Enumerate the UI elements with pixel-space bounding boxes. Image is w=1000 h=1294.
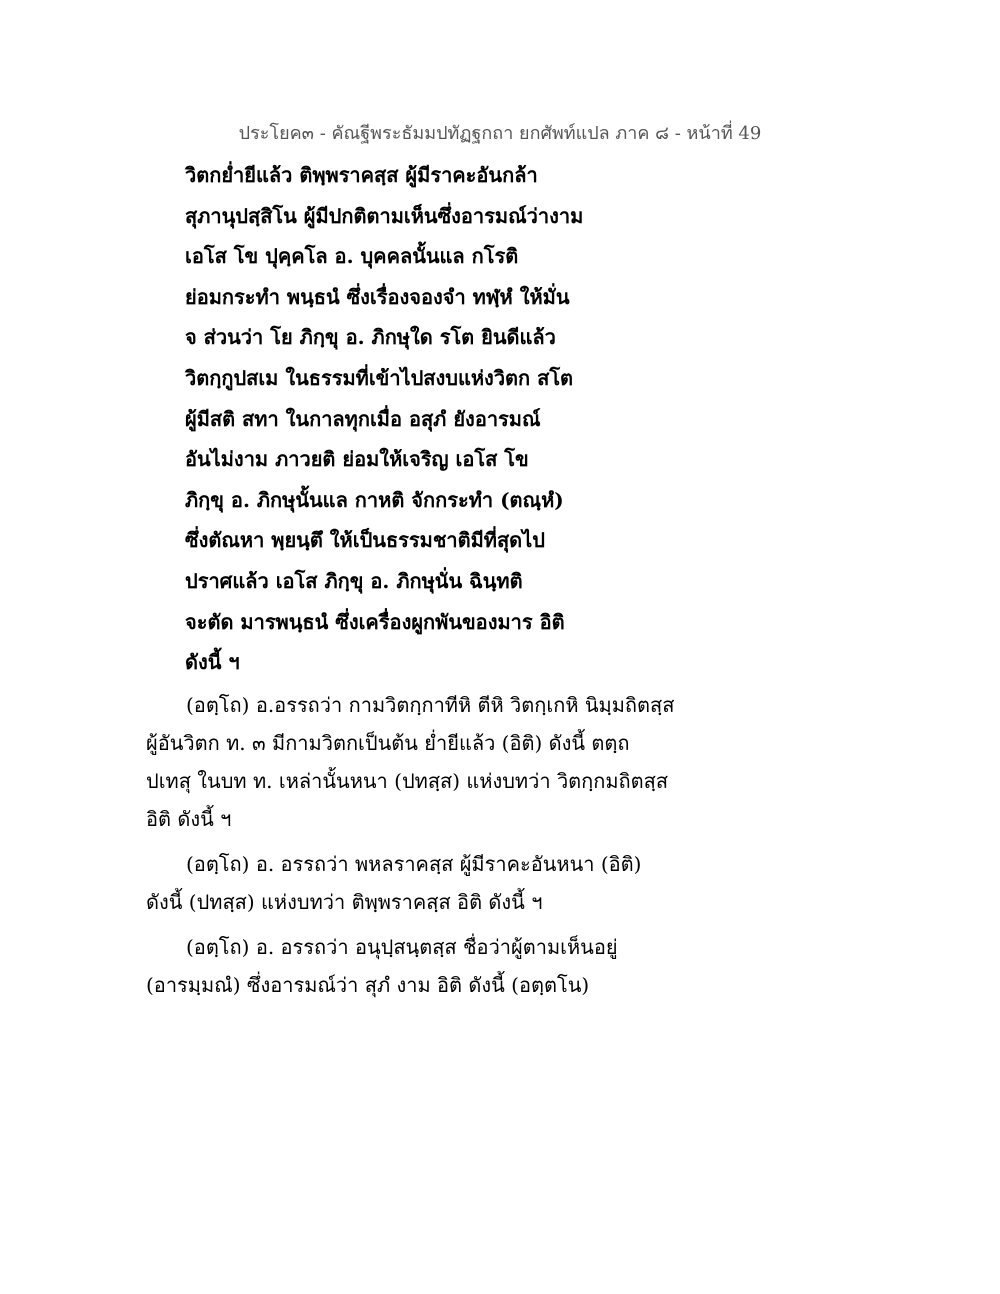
commentary-line: (อตฺโถ) อ.อรรถว่า กามวิตกฺกาทีหิ ตีหิ วิตกฺเกหิ นิมฺมถิตสฺส — [186, 693, 675, 717]
verse-line: เอโส โข ปุคฺคโล อ. บุคคลนั้นแล กโรติ — [185, 244, 519, 269]
verse-line: อันไม่งาม ภาวยติ ย่อมให้เจริญ เอโส โข — [185, 447, 529, 472]
verse-line: วิตกย่ำยีแล้ว ติพฺพราคสฺส ผู้มีราคะอันกล้า — [185, 163, 538, 187]
running-header: ประโยค๓ - คัณฐีพระธัมมปทัฏฐกถา ยกศัพท์แปล ภาค ๘ - หน้าที่ 49 — [238, 123, 762, 144]
verse-line: จะตัด มารพนฺธนํ ซึ่งเครื่องผูกพันของมาร อิติ — [185, 609, 565, 634]
commentary-paragraph — [146, 928, 866, 1004]
verse-line: ย่อมกระทำ พนฺธนํ ซึ่งเรื่องจองจำ ทฬฺหํ ให้มั่น — [185, 284, 570, 309]
verse-line: วิตกฺกูปสเม ในธรรมที่เข้าไปสงบแห่งวิตก สโต — [185, 365, 574, 390]
commentary-line: (อตฺโถ) อ. อรรถว่า พหลราคสฺส ผู้มีราคะอันหนา (อิติ) — [186, 852, 642, 876]
commentary-paragraph — [146, 845, 866, 921]
commentary-paragraph — [146, 686, 866, 838]
commentary-line: ดังนี้ (ปทสฺส) แห่งบทว่า ติพฺพราคสฺส อิติ ดังนี้ ฯ — [146, 890, 543, 914]
commentary-block — [146, 686, 866, 1011]
commentary-line: อิติ ดังนี้ ฯ — [146, 807, 232, 831]
commentary-line: ปเทสุ ในบท ท. เหล่านั้นหนา (ปทสฺส) แห่งบทว่า วิตกฺกมถิตสฺส — [146, 769, 669, 793]
verse-line: ผู้มีสติ สทา ในกาลทุกเมื่อ อสุภํ ยังอารมณ์ — [185, 406, 541, 431]
verse-line: ซึ่งตัณหา พฺยนฺตึ ให้เป็นธรรมชาติมีที่สุดไป — [185, 528, 545, 553]
commentary-line: (อตฺโถ) อ. อรรถว่า อนุปฺสนฺตสฺส ชื่อว่าผู้ตามเห็นอยู่ — [186, 935, 618, 959]
commentary-line: ผู้อันวิตก ท. ๓ มีกามวิตกเป็นต้น ย่ำยีแล้ว (อิติ) ดังนี้ ตตฺถ — [146, 731, 630, 755]
verse-line: สุภานุปสฺสิโน ผู้มีปกติตามเห็นซึ่งอารมณ์ว่างาม — [185, 203, 584, 228]
verse-line: ดังนี้ ฯ — [185, 650, 240, 675]
commentary-line: (อารมฺมณํ) ซึ่งอารมณ์ว่า สุภํ งาม อิติ ดังนี้ (อตฺตโน) — [146, 973, 590, 997]
verse-block — [185, 155, 885, 683]
verse-line: ภิกฺขุ อ. ภิกษุนั้นแล กาหติ จักกระทำ (ตณฺหํ) — [185, 487, 564, 512]
verse-line: จ ส่วนว่า โย ภิกฺขุ อ. ภิกษุใด รโต ยินดีแล้ว — [185, 325, 556, 350]
verse-line: ปราศแล้ว เอโส ภิกฺขุ อ. ภิกษุนั่น ฉินฺทติ — [185, 568, 523, 593]
